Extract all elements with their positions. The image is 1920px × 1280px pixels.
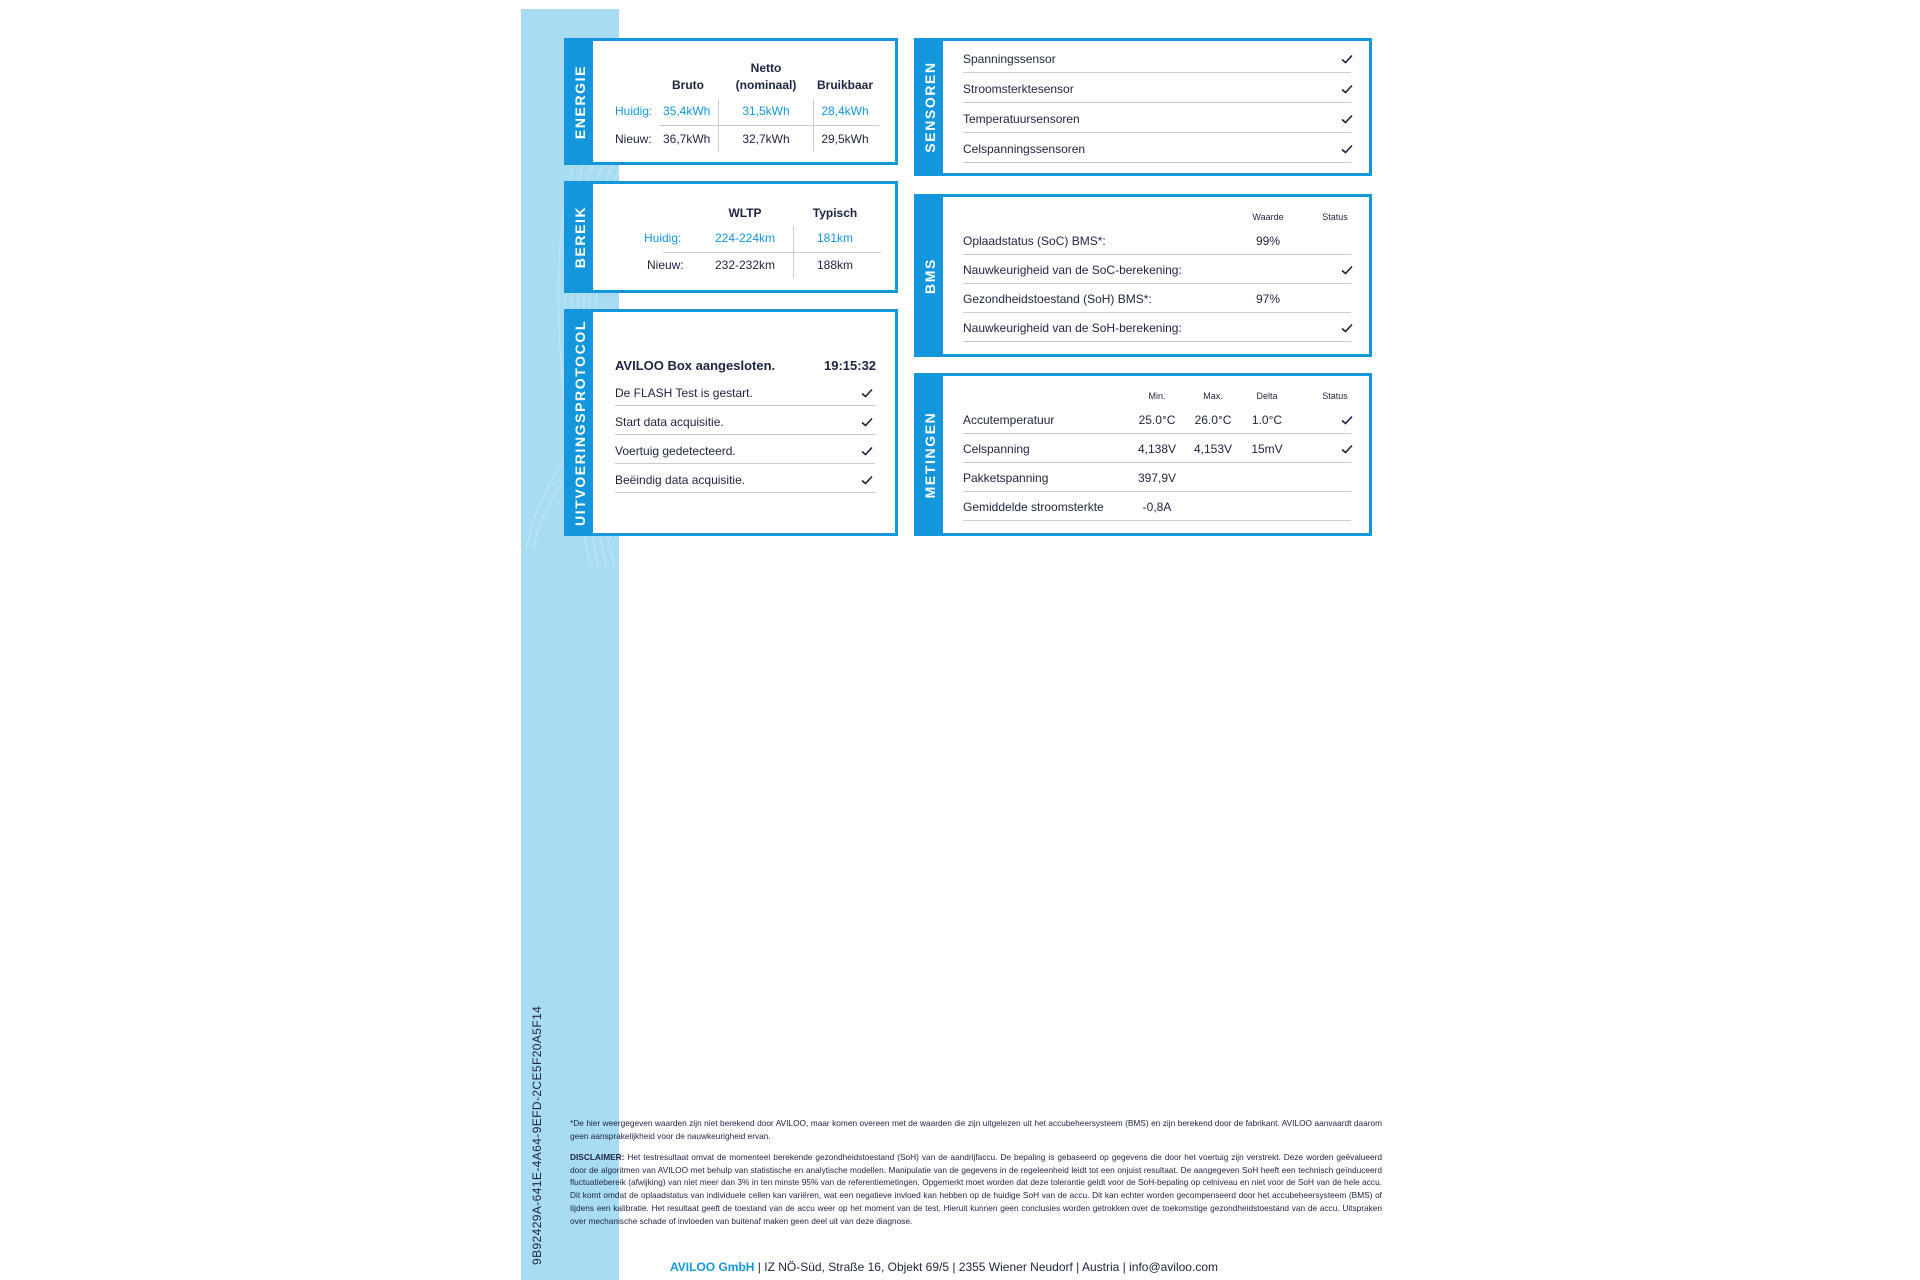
metingen-row-max: 26.0°C (1194, 413, 1232, 427)
protocol-step-label: Beëindig data acquisitie. (615, 473, 746, 487)
energie-card (564, 38, 898, 165)
energie-huidig-netto: 31,5kWh (742, 104, 790, 118)
metingen-row-divider (963, 520, 1351, 521)
metingen-col-delta: Delta (1256, 391, 1278, 401)
bms-tab (917, 197, 943, 354)
bms-row-label: Oplaadstatus (SoC) BMS*: (963, 234, 1106, 248)
energie-huidig-label: Huidig: (615, 104, 653, 118)
metingen-row-min: 4,138V (1137, 442, 1177, 456)
bereik-col-typisch: Typisch (812, 206, 858, 220)
protocol-title: AVILOO Box aangesloten. (615, 358, 776, 373)
bereik-nieuw-wltp: 232-232km (714, 258, 776, 272)
metingen-row-min: 397,9V (1137, 471, 1177, 485)
metingen-row-min: -0,8A (1142, 500, 1172, 514)
disclaimer (570, 1151, 1382, 1227)
energie-tab-label: ENERGIE (572, 64, 588, 139)
sensor-row-divider (963, 162, 1351, 163)
energie-nieuw-label: Nieuw: (615, 132, 652, 146)
checkmark-icon (1341, 265, 1353, 275)
checkmark-icon (861, 417, 873, 427)
metingen-row-label: Accutemperatuur (963, 413, 1055, 427)
bms-row-label: Nauwkeurigheid van de SoC-berekening: (963, 263, 1182, 277)
protocol-step-divider (615, 434, 875, 435)
bms-card (914, 194, 1372, 357)
sensor-label: Temperatuursensoren (963, 112, 1080, 126)
sensor-label: Spanningssensor (963, 52, 1056, 66)
energie-huidig-bruto: 35,4kWh (663, 104, 711, 118)
checkmark-icon (1341, 144, 1353, 154)
bms-row-divider (963, 312, 1351, 313)
protocol-step-divider (615, 405, 875, 406)
metingen-col-status: Status (1322, 391, 1348, 401)
checkmark-icon (1341, 84, 1353, 94)
bms-row-label: Gezondheidstoestand (SoH) BMS*: (963, 292, 1152, 306)
company-address: | IZ NÖ-Süd, Straße 16, Objekt 69/5 | 2355 Wiener Neudorf | Austria | info@aviloo.com (757, 1260, 1218, 1274)
sensor-row-divider (963, 102, 1351, 103)
metingen-col-max: Max. (1203, 391, 1223, 401)
energie-huidig-bruikbaar: 28,4kWh (821, 104, 869, 118)
bereik-tab-label: BEREIK (572, 205, 588, 269)
metingen-row-divider (963, 462, 1351, 463)
bms-tab-label: BMS (922, 257, 938, 294)
protocol-step-label: Voertuig gedetecteerd. (615, 444, 736, 458)
sensoren-card (914, 38, 1372, 176)
energie-col-bruikbaar: Bruikbaar (816, 78, 874, 92)
bereik-nieuw-typisch: 188km (816, 258, 854, 272)
bereik-card (564, 181, 898, 293)
energie-col-bruto: Bruto (672, 78, 704, 92)
sensoren-tab-label: SENSOREN (922, 61, 938, 153)
sensor-row-divider (963, 72, 1351, 73)
metingen-row-label: Pakketspanning (963, 471, 1049, 485)
sensor-label: Stroomsterktesensor (963, 82, 1074, 96)
metingen-row-label: Gemiddelde stroomsterkte (963, 500, 1104, 514)
bms-row-divider (963, 341, 1351, 342)
sensor-row-divider (963, 132, 1351, 133)
disclaimer-text: Het testresultaat omvat de momenteel berekende gezondheidstoestand (SoH) van de aandrijfaccu. De bepaling is gebaseerd op gegevens die door het voertuig zijn verstrekt. Deze worden geëvalueerd door de algoritmen van AVILOO met behulp van statistische en analytische modellen. Manipulatie van de gegevens in de regeleenheid leidt tot een onjuist resultaat. De aangegeven SoH heeft een technisch geïnduceerd fluctuatiebereik (afwijking) van niet meer dan 3% in ten minste 95% van de referentiemetingen. Opgemerkt moet worden dat deze tolerantie geldt voor de SoH-bepaling op celniveau en niet voor de SoH van de hele accu. Dit komt omdat de oplaadstatus van individuele cellen kan variëren, wat een negatieve invloed kan hebben op de huidige SoH van de accu. Dit kan echter worden gecompenseerd door het accubeheersysteem (BMS) of tijdens een kalibratie. Het resultaat geeft de toestand van de accu weer op het moment van de test. Hieruit kunnen geen conclusies worden getrokken over de toekomstige gezondheidstoestand van de accu. Uitspraken over mechanische schade of invloeden van buitenaf maken geen deel uit van deze diagnose. (570, 1152, 1383, 1226)
document-id: 9B92429A-641E-4A64-9EFD-2CE5F20A5F14 (530, 1005, 544, 1265)
bereik-huidig-wltp: 224-224km (714, 231, 776, 245)
metingen-card (914, 373, 1372, 536)
protocol-tab (567, 312, 593, 533)
metingen-row-delta: 1.0°C (1251, 413, 1283, 427)
checkmark-icon (1341, 114, 1353, 124)
metingen-row-label: Celspanning (963, 442, 1030, 456)
protocol-step-divider (615, 492, 875, 493)
checkmark-icon (1341, 444, 1353, 454)
checkmark-icon (1341, 415, 1353, 425)
sensor-label: Celspanningssensoren (963, 142, 1086, 156)
bereik-huidig-label: Huidig: (644, 231, 682, 245)
bereik-col-divider (793, 226, 794, 278)
bereik-huidig-typisch: 181km (816, 231, 854, 245)
checkmark-icon (861, 475, 873, 485)
bereik-col-wltp: WLTP (728, 206, 762, 220)
bms-row-divider (963, 254, 1351, 255)
protocol-step-divider (615, 463, 875, 464)
metingen-tab-label: METINGEN (922, 411, 938, 498)
company-name: AVILOO GmbH (670, 1260, 755, 1274)
protocol-time: 19:15:32 (824, 358, 877, 373)
energie-col-netto-sub: (nominaal) (735, 78, 797, 92)
energie-col-netto: Netto (750, 61, 782, 75)
protocol-step-label: Start data acquisitie. (615, 415, 724, 429)
bereik-tab (567, 184, 593, 290)
metingen-row-min: 25.0°C (1138, 413, 1176, 427)
metingen-row-divider (963, 433, 1351, 434)
protocol-tab-label: UITVOERINGSPROTOCOL (572, 319, 588, 526)
metingen-col-min: Min. (1148, 391, 1166, 401)
metingen-row-divider (963, 491, 1351, 492)
disclaimer-label: DISCLAIMER: (570, 1152, 625, 1162)
checkmark-icon (1341, 54, 1353, 64)
energie-col-divider-2 (813, 99, 814, 151)
metingen-tab (917, 376, 943, 533)
sensoren-tab (917, 41, 943, 173)
protocol-step-label: De FLASH Test is gestart. (615, 386, 753, 400)
energie-nieuw-bruto: 36,7kWh (663, 132, 711, 146)
bms-row-label: Nauwkeurigheid van de SoH-berekening: (963, 321, 1182, 335)
bms-row-value: 99% (1255, 234, 1281, 248)
bereik-row-divider (663, 252, 881, 253)
contact-line (670, 1260, 1218, 1274)
bms-row-value: 97% (1255, 292, 1281, 306)
energie-tab (567, 41, 593, 162)
energie-nieuw-netto: 32,7kWh (742, 132, 790, 146)
energie-row-divider (659, 125, 879, 126)
energie-nieuw-bruikbaar: 29,5kWh (821, 132, 869, 146)
bms-col-waarde: Waarde (1252, 212, 1284, 222)
bms-row-divider (963, 283, 1351, 284)
bms-col-status: Status (1322, 212, 1348, 222)
metingen-row-delta: 15mV (1251, 442, 1283, 456)
checkmark-icon (861, 446, 873, 456)
metingen-row-max: 4,153V (1193, 442, 1233, 456)
energie-col-divider-1 (718, 99, 719, 151)
bereik-nieuw-label: Nieuw: (647, 258, 684, 272)
checkmark-icon (861, 388, 873, 398)
footnote: *De hier weergegeven waarden zijn niet berekend door AVILOO, maar komen overeen met de waarden die zijn uitgelezen uit het accubeheersysteem (BMS) en zijn berekend door de fabrikant. AVILOO aanvaardt daarom geen aansprakelijkheid voor de nauwkeurigheid ervan. (570, 1118, 1382, 1141)
protocol-card (564, 309, 898, 536)
checkmark-icon (1341, 323, 1353, 333)
